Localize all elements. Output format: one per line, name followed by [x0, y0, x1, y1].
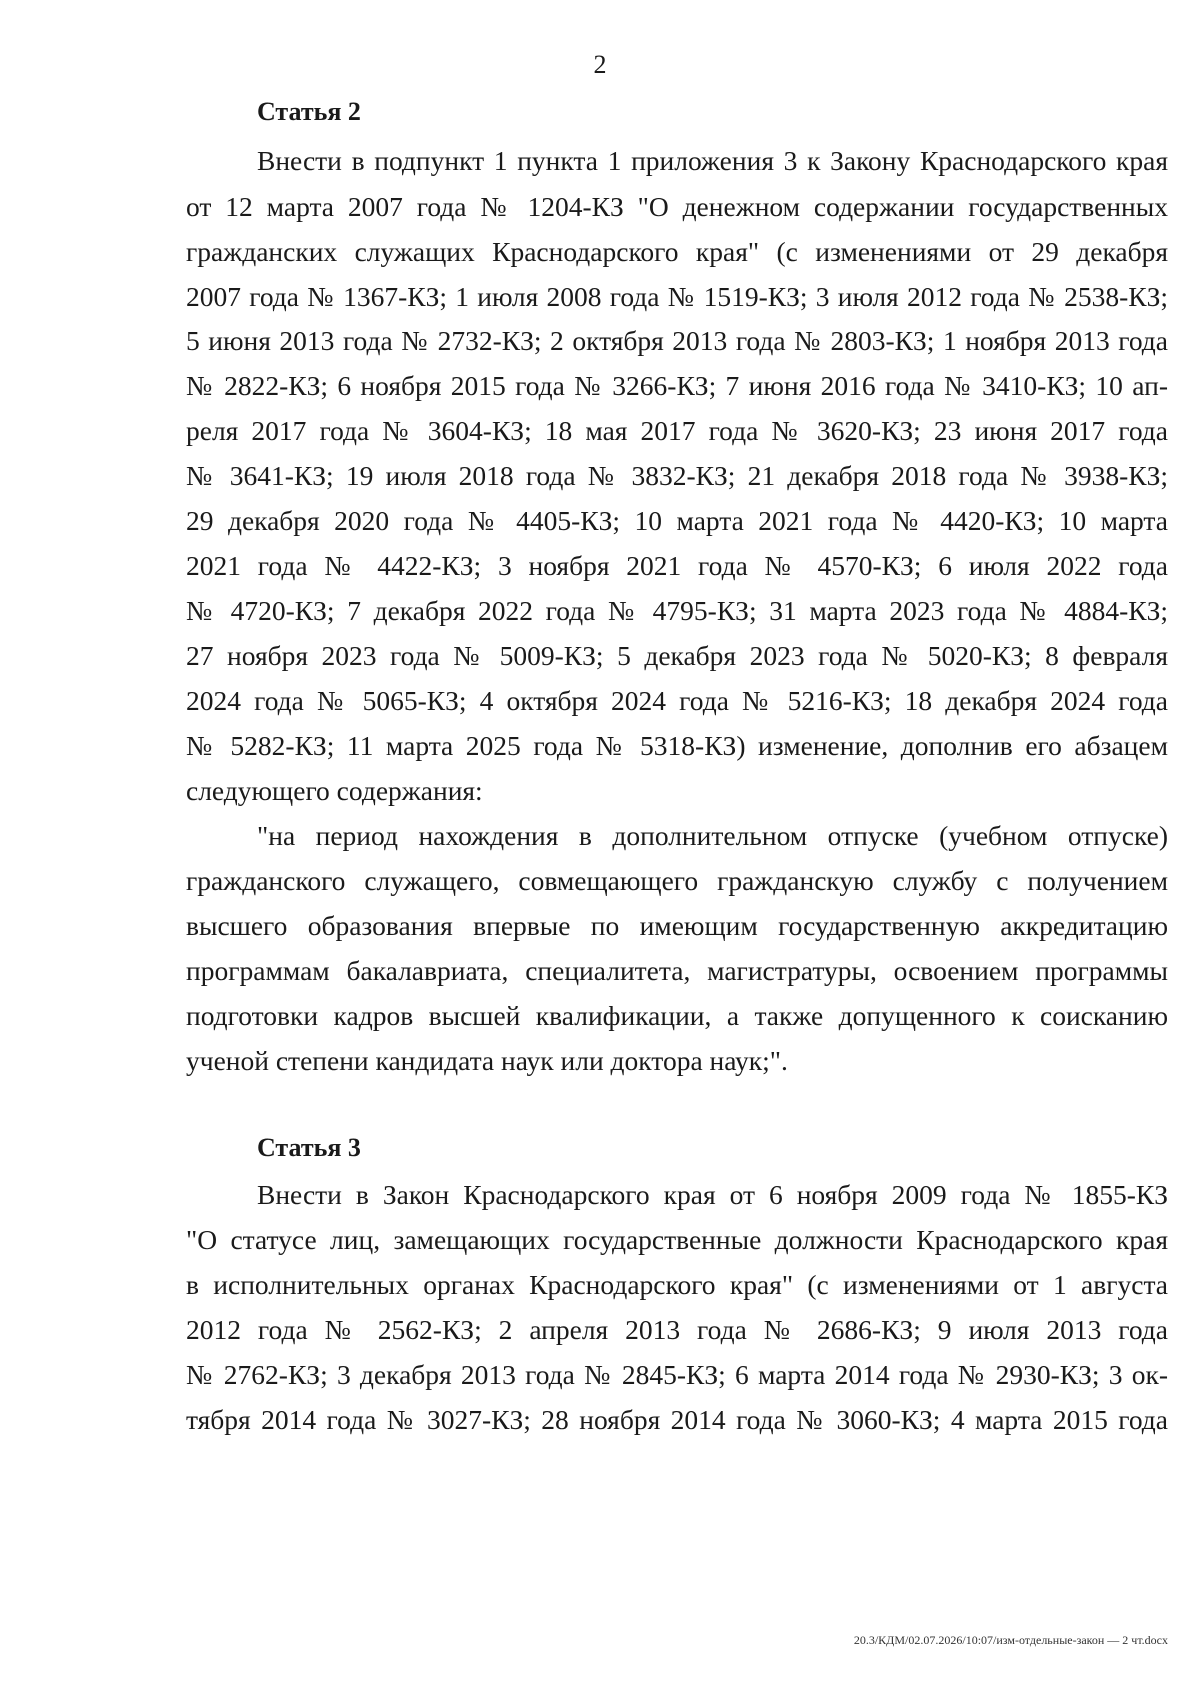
article-2-heading: Статья 2	[257, 97, 361, 126]
paragraph-line: 29 декабря 2020 года № 4405-КЗ; 10 марта 2021 года № 4420-КЗ; 10 марта	[186, 505, 1168, 536]
paragraph-line: 2007 года № 1367-КЗ; 1 июля 2008 года № 1519-КЗ; 3 июля 2012 года № 2538-КЗ;	[186, 281, 1168, 312]
paragraph-line: 2012 года № 2562-КЗ; 2 апреля 2013 года № 2686-КЗ; 9 июля 2013 года	[186, 1314, 1168, 1345]
paragraph-line: гражданских служащих Краснодарского края" (с изменениями от 29 декабря	[186, 236, 1168, 267]
paragraph-line: 5 июня 2013 года № 2732-КЗ; 2 октября 2013 года № 2803-КЗ; 1 ноября 2013 года	[186, 325, 1168, 356]
paragraph-line: № 3641-КЗ; 19 июля 2018 года № 3832-КЗ; 21 декабря 2018 года № 3938-КЗ;	[186, 460, 1168, 491]
paragraph-line: № 4720-КЗ; 7 декабря 2022 года № 4795-КЗ; 31 марта 2023 года № 4884-КЗ;	[186, 595, 1168, 626]
paragraph-line: 2021 года № 4422-КЗ; 3 ноября 2021 года № 4570-КЗ; 6 июля 2022 года	[186, 550, 1168, 581]
paragraph-line: реля 2017 года № 3604-КЗ; 18 мая 2017 года № 3620-КЗ; 23 июня 2017 года	[186, 415, 1168, 446]
paragraph-line: № 2762-КЗ; 3 декабря 2013 года № 2845-КЗ; 6 марта 2014 года № 2930-КЗ; 3 ок-	[186, 1359, 1168, 1390]
quote-line: высшего образования впервые по имеющим государственную аккредитацию	[186, 910, 1168, 941]
paragraph-line: Внести в подпункт 1 пункта 1 приложения 3 к Закону Краснодарского края	[257, 145, 1168, 176]
paragraph-line: в исполнительных органах Краснодарского края" (с изменениями от 1 августа	[186, 1269, 1168, 1300]
paragraph-line: 27 ноября 2023 года № 5009-КЗ; 5 декабря 2023 года № 5020-КЗ; 8 февраля	[186, 640, 1168, 671]
paragraph-line: 2024 года № 5065-КЗ; 4 октября 2024 года № 5216-КЗ; 18 декабря 2024 года	[186, 685, 1168, 716]
quote-line: программам бакалавриата, специалитета, магистратуры, освоением программы	[186, 955, 1168, 986]
paragraph-line: № 5282-КЗ; 11 марта 2025 года № 5318-КЗ) изменение, дополнив его абзацем	[186, 730, 1168, 761]
document-footer: 20.3/КДМ/02.07.2026/10:07/изм-отдельные-закон — 2 чт.docx	[853, 1633, 1168, 1647]
paragraph-line: от 12 марта 2007 года № 1204-КЗ "О денежном содержании государственных	[186, 191, 1168, 222]
paragraph-line: тября 2014 года № 3027-КЗ; 28 ноября 2014 года № 3060-КЗ; 4 марта 2015 года	[186, 1404, 1168, 1435]
quote-line: ученой степени кандидата наук или доктора наук;".	[186, 1045, 788, 1076]
quote-line: подготовки кадров высшей квалификации, а также допущенного к соисканию	[186, 1000, 1168, 1031]
article-3-heading: Статья 3	[257, 1133, 361, 1162]
paragraph-line: следующего содержания:	[186, 775, 483, 806]
quote-line: гражданского служащего, совмещающего гражданскую службу с получением	[186, 865, 1168, 896]
quote-line: "на период нахождения в дополнительном отпуске (учебном отпуске)	[257, 820, 1168, 851]
paragraph-line: "О статусе лиц, замещающих государственные должности Краснодарского края	[186, 1224, 1168, 1255]
paragraph-line: № 2822-КЗ; 6 ноября 2015 года № 3266-КЗ; 7 июня 2016 года № 3410-КЗ; 10 ап-	[186, 370, 1168, 401]
paragraph-line: Внести в Закон Краснодарского края от 6 ноября 2009 года № 1855-КЗ	[257, 1179, 1168, 1210]
page-number: 2	[593, 50, 607, 79]
